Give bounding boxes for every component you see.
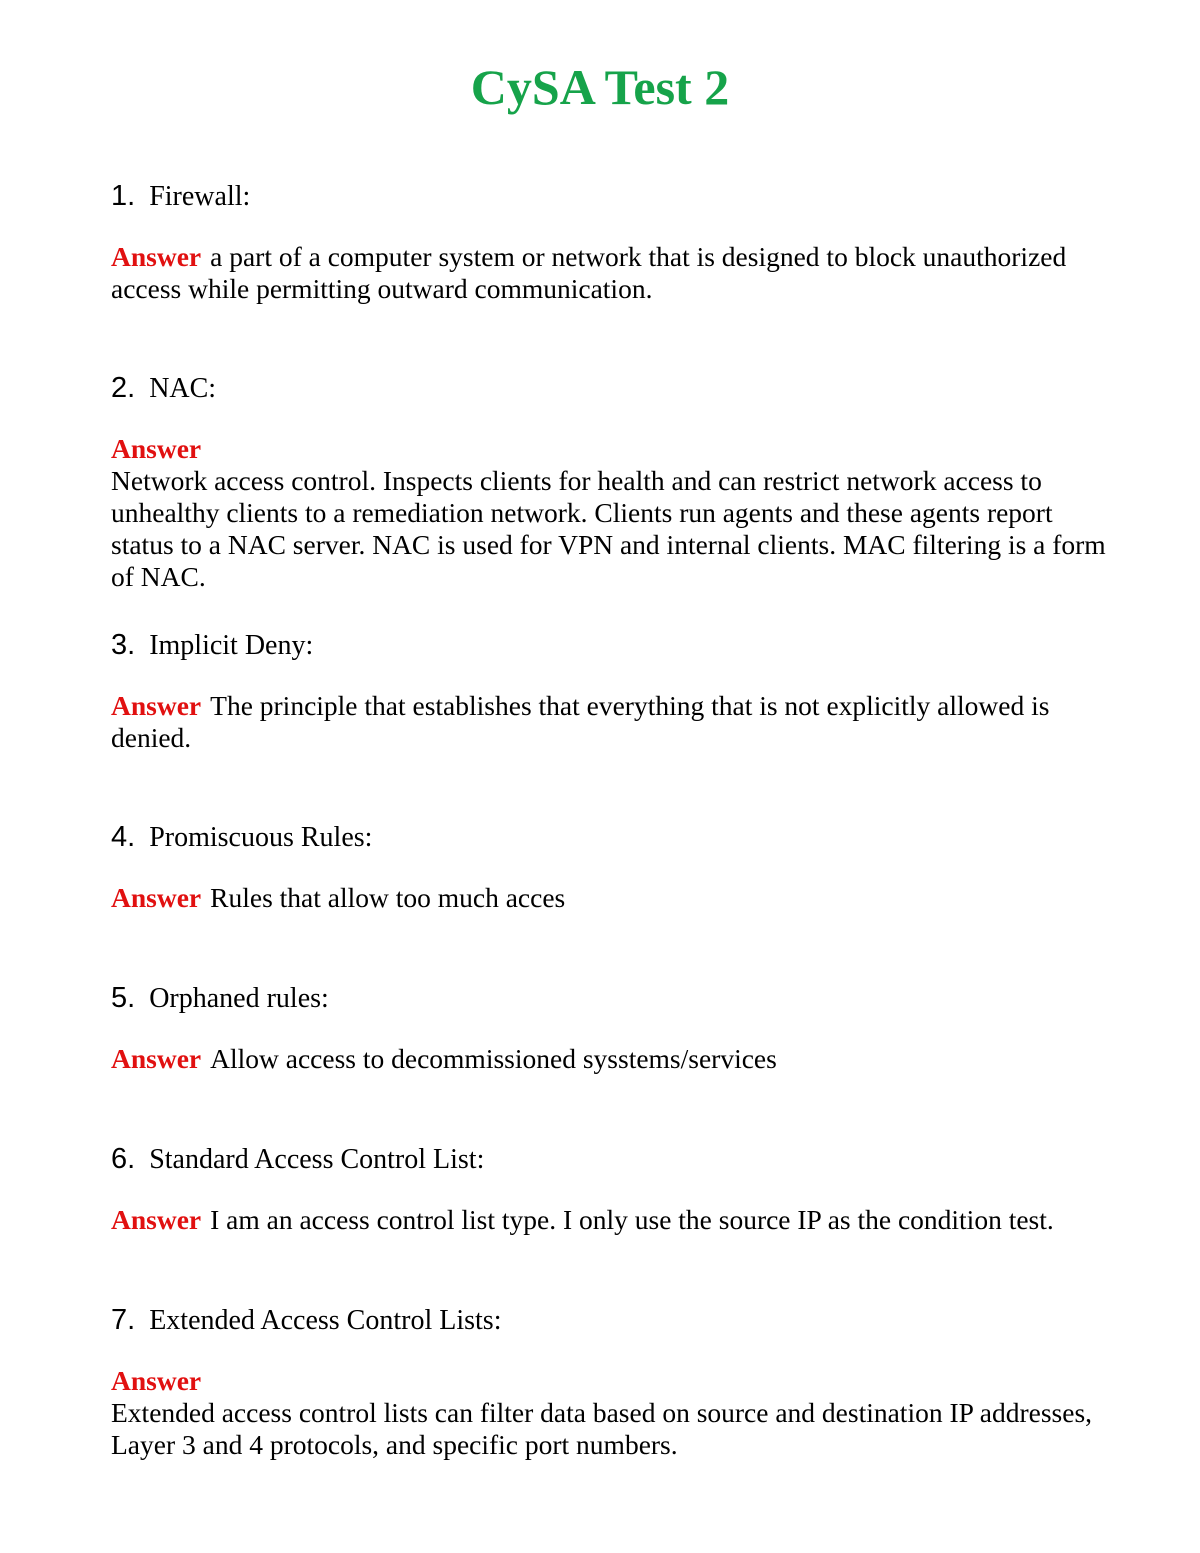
answer-1 <box>111 241 1121 305</box>
question-text: Promiscuous Rules: <box>149 822 373 853</box>
answer-2 <box>111 433 1121 593</box>
answer-5 <box>111 1043 1121 1075</box>
question-5 <box>111 980 1121 1016</box>
qa-item-4 <box>111 819 1121 914</box>
question-4 <box>111 819 1121 855</box>
question-text: Orphaned rules: <box>149 983 329 1014</box>
qa-item-5 <box>111 980 1121 1075</box>
answer-4 <box>111 882 1121 914</box>
qa-item-7 <box>111 1302 1121 1461</box>
question-text: Implicit Deny: <box>149 630 314 661</box>
question-number: 4. <box>111 821 136 853</box>
question-1 <box>111 178 1121 214</box>
answer-text: Extended access control lists can filter data based on source and destination IP addresses, Layer 3 and 4 protocols, and specific port numbers. <box>111 1397 1093 1460</box>
answer-text: Rules that allow too much acces <box>210 882 566 913</box>
answer-text: Allow access to decommissioned sysstems/services <box>210 1043 777 1074</box>
answer-6 <box>111 1204 1121 1236</box>
question-number: 5. <box>111 982 136 1014</box>
answer-label: Answer <box>111 241 202 272</box>
question-number: 7. <box>111 1304 136 1336</box>
qa-item-1 <box>111 178 1121 305</box>
answer-label: Answer <box>111 1204 202 1235</box>
question-number: 6. <box>111 1143 136 1175</box>
answer-3 <box>111 690 1121 754</box>
answer-text: I am an access control list type. I only use the source IP as the condition test. <box>210 1204 1054 1235</box>
question-number: 1. <box>111 180 136 212</box>
question-6 <box>111 1141 1121 1177</box>
question-text: Firewall: <box>149 181 251 212</box>
answer-7 <box>111 1365 1121 1461</box>
answer-text: Network access control. Inspects clients for health and can restrict network access to unhealthy clients to a remediation network. Clients run agents and these agents report status to a NAC server. NAC is used for VPN and internal clients. MAC filtering is a form of NAC. <box>111 465 1106 592</box>
answer-label: Answer <box>111 882 202 913</box>
question-number: 3. <box>111 629 136 661</box>
question-2 <box>111 370 1121 406</box>
qa-item-6 <box>111 1141 1121 1236</box>
answer-text: a part of a computer system or network that is designed to block unauthorized access while permitting outward communication. <box>111 241 1067 304</box>
answer-label: Answer <box>111 690 202 721</box>
question-7 <box>111 1302 1121 1338</box>
answer-label: Answer <box>111 1365 202 1396</box>
question-3 <box>111 627 1121 663</box>
answer-text: The principle that establishes that everything that is not explicitly allowed is denied. <box>111 690 1050 753</box>
question-text: NAC: <box>149 373 217 404</box>
answer-label: Answer <box>111 1043 202 1074</box>
answer-label: Answer <box>111 433 202 464</box>
qa-item-2 <box>111 370 1121 593</box>
page-title: CySA Test 2 <box>470 59 730 115</box>
question-text: Standard Access Control List: <box>149 1144 485 1175</box>
question-text: Extended Access Control Lists: <box>149 1305 502 1336</box>
qa-item-3 <box>111 627 1121 754</box>
question-number: 2. <box>111 372 136 404</box>
